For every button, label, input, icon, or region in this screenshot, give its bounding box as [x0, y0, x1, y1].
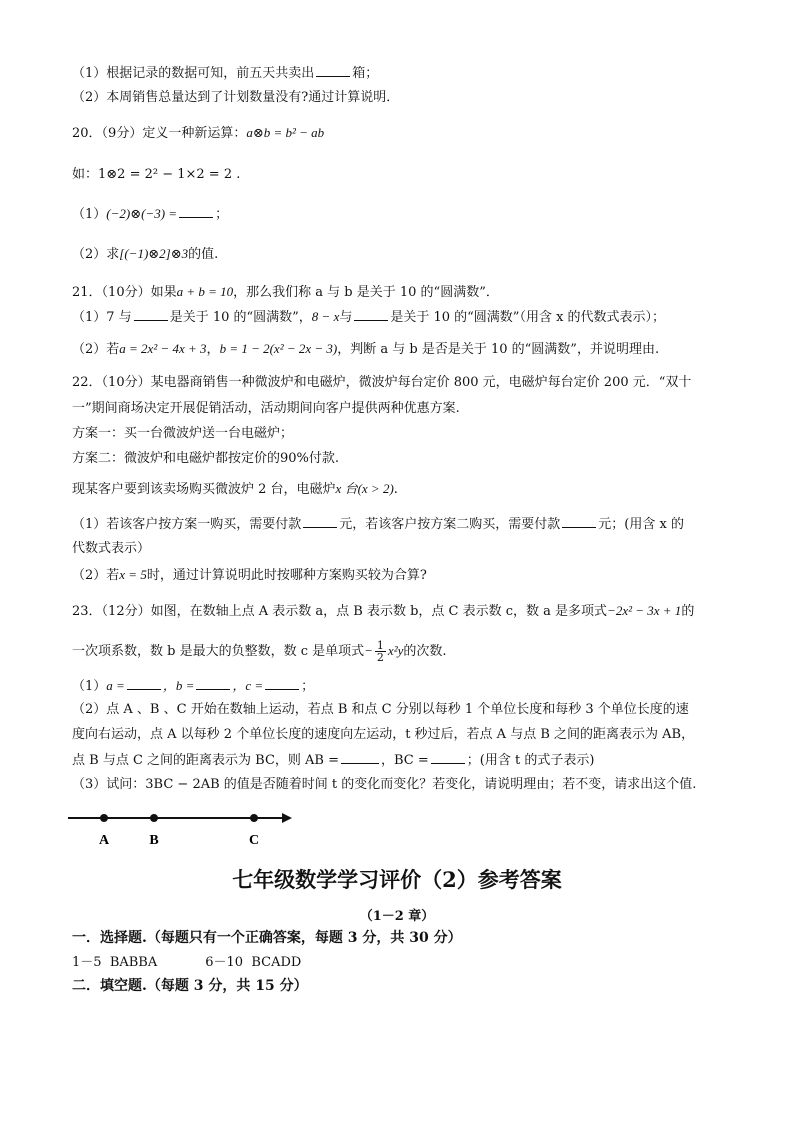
q22-p2-a: （2）若 — [72, 568, 120, 583]
q23-l1-expr: −2x² − 3x + 1 — [607, 603, 682, 618]
q20-p2-expr: [(−1)⊗2]⊗3 — [119, 246, 189, 261]
q21-p2-expr-a: a = 2x² − 4x + 3 — [119, 341, 207, 356]
q21-p1-b: 是关于 10 的“圆满数”， — [169, 310, 312, 325]
q22-part2 — [72, 566, 427, 585]
q23-p1-vb: ，b = — [162, 678, 195, 693]
answer-title: 七年级数学学习评价（2）参考答案 — [232, 867, 562, 892]
q21-p2-a: （2）若 — [72, 342, 120, 357]
q23-l1-a: 23．（12分）如图，在数轴上点 A 表示数 a，点 B 表示数 b，点 C 表示数 c，数 a 是多项式 — [72, 604, 608, 619]
q20-p1-expr: (−2)⊗(−3) = — [106, 206, 178, 221]
q22-blank-2 — [562, 515, 596, 528]
q20-header — [72, 124, 324, 143]
q23-p1-end: ； — [301, 679, 315, 694]
q20-p1-end: ； — [215, 207, 229, 222]
answer-subtitle: （1－2 章） — [359, 909, 435, 924]
q23-frac-den: 2 — [376, 651, 384, 664]
q20-head-text: 20．（9分）定义一种新运算： — [72, 126, 247, 141]
q23-l1-end: 的 — [681, 604, 695, 619]
q22-line5 — [72, 480, 398, 499]
q19-part1 — [72, 64, 378, 83]
q22-p2-b: 时，通过计算说明此时按哪种方案购买较为合算? — [146, 568, 427, 583]
q23-blank-a — [127, 677, 161, 690]
q23-blank-bc — [431, 751, 465, 764]
q22-l5-expr: x 台(x > 2) — [335, 481, 394, 496]
q21-part1 — [72, 308, 665, 327]
q23-l2-end: 的次数. — [403, 644, 447, 659]
q20-p2-prefix: （2）求 — [72, 247, 120, 262]
label-c: C — [248, 833, 260, 848]
q21-p1-expr: 8 − x — [311, 309, 340, 324]
q23-part2-line2: 度向右运动，点 A 以每秒 2 个单位长度的速度向左运动，t 秒过后，若点 A 与点 B 之间的距离表示为 AB， — [72, 727, 695, 742]
q19-part1-end: 箱； — [352, 66, 379, 81]
point-b — [150, 814, 158, 822]
q19-blank — [316, 64, 350, 77]
q23-p2-l3-a: 点 B 与点 C 之间的距离表示为 BC，则 AB = — [72, 753, 340, 768]
q23-l2-expr: x²y — [387, 643, 404, 658]
q21-p2-sep: ， — [206, 342, 220, 357]
answers-range-1: 1－5 — [72, 955, 102, 970]
q23-p2-l3-b: ，BC = — [381, 753, 429, 768]
q22-p1-c: 元；(用含 x 的 — [598, 517, 684, 532]
q20-formula: a⊗b = b² − ab — [246, 125, 325, 140]
q23-line2 — [72, 640, 447, 663]
answers-group-1: BABBA — [109, 955, 158, 970]
q22-plan2: 方案二：微波炉和电磁炉都按定价的90%付款. — [72, 451, 340, 466]
q22-blank-1 — [303, 515, 337, 528]
section-choice-heading: 一．选择题.（每题只有一个正确答案，每题 3 分，共 30 分） — [72, 930, 462, 946]
q22-plan1: 方案一：买一台微波炉送一台电磁炉； — [72, 426, 294, 441]
q23-l2-a: 一次项系数，数 b 是最大的负整数，数 c 是单项式 — [72, 644, 365, 659]
q21-blank-1 — [134, 308, 168, 321]
answers-range-2: 6－10 — [205, 955, 244, 970]
q21-cond: a + b = 10 — [176, 284, 234, 299]
q22-part1-line2: 代数式表示） — [72, 541, 151, 556]
q23-p1-vc: ，c = — [232, 678, 264, 693]
q23-p1-a: （1） — [72, 679, 107, 694]
q23-blank-c — [265, 677, 299, 690]
q20-part1 — [72, 205, 228, 224]
q22-p2-expr: x = 5 — [119, 567, 147, 582]
label-a: A — [98, 833, 110, 848]
q20-part2 — [72, 245, 218, 264]
q21-p1-c: 与 — [339, 310, 353, 325]
q22-line1: 22．（10分）某电器商销售一种微波炉和电磁炉，微波炉每台定价 800 元，电磁炉每台定价 200 元．“双十 — [72, 375, 692, 390]
q22-part1 — [72, 515, 684, 534]
q23-part2-line1: （2）点 A 、B 、C 开始在数轴上运动，若点 B 和点 C 分别以每秒 1 个单位长度和每秒 3 个单位长度的速 — [72, 702, 689, 717]
q19-part2: （2）本周销售总量达到了计划数量没有?通过计算说明． — [72, 90, 400, 105]
q23-minus-sign: − — [364, 643, 373, 658]
answers-group-2: BCADD — [251, 955, 302, 970]
q20-p2-end: 的值. — [188, 247, 219, 262]
q23-p1-va: a = — [106, 678, 125, 693]
q23-line1 — [72, 602, 694, 621]
q23-blank-b — [196, 677, 230, 690]
q22-l5-a: 现某客户要到该卖场购买微波炉 2 台，电磁炉 — [72, 482, 336, 497]
q19-part1-text: （1）根据记录的数据可知，前五天共卖出 — [72, 66, 315, 81]
q21-head-text: 21．（10分）如果 — [72, 285, 177, 300]
point-c — [250, 814, 258, 822]
q21-p2-end: ，判断 a 与 b 是否是关于 10 的“圆满数”，并说明理由. — [337, 342, 660, 357]
q20-p1-prefix: （1） — [72, 207, 107, 222]
q21-part2 — [72, 340, 659, 359]
q23-part3: （3）试问：3BC − 2AB 的值是否随着时间 t 的变化而变化？若变化，请说明理由；若不变，请求出这个值. — [72, 777, 697, 792]
answers-row — [72, 954, 301, 972]
q21-head-end: ，那么我们称 a 与 b 是关于 10 的“圆满数”． — [233, 285, 499, 300]
point-a — [100, 814, 108, 822]
number-line-arrow — [282, 813, 292, 823]
q23-frac-num: 1 — [376, 639, 384, 652]
q21-header — [72, 283, 499, 302]
q23-p2-l3-c: ；(用含 t 的式子表示) — [466, 753, 595, 768]
q23-blank-ab — [341, 751, 379, 764]
q21-p1-d: 是关于 10 的“圆满数”（用含 x 的代数式表示）； — [390, 310, 666, 325]
q23-fraction — [375, 640, 386, 663]
q20-example: 如：1⊗2 = 2² − 1×2 = 2 . — [72, 167, 241, 182]
q21-p2-expr-b: b = 1 − 2(x² − 2x − 3) — [219, 341, 338, 356]
section-fill-heading: 二．填空题.（每题 3 分，共 15 分） — [72, 978, 308, 994]
q21-blank-2 — [354, 308, 388, 321]
q20-blank — [179, 205, 213, 218]
q23-part1 — [72, 677, 314, 696]
label-b: B — [149, 833, 159, 848]
q22-line2: 一”期间商场决定开展促销活动，活动期间向客户提供两种优惠方案. — [72, 401, 460, 416]
q22-p1-a: （1）若该客户按方案一购买，需要付款 — [72, 517, 302, 532]
q23-part2-line3 — [72, 751, 594, 770]
q22-l5-end: . — [393, 482, 398, 497]
number-line-figure — [66, 806, 296, 850]
q22-p1-b: 元，若该客户按方案二购买，需要付款 — [339, 517, 561, 532]
q21-p1-a: （1）7 与 — [72, 310, 132, 325]
